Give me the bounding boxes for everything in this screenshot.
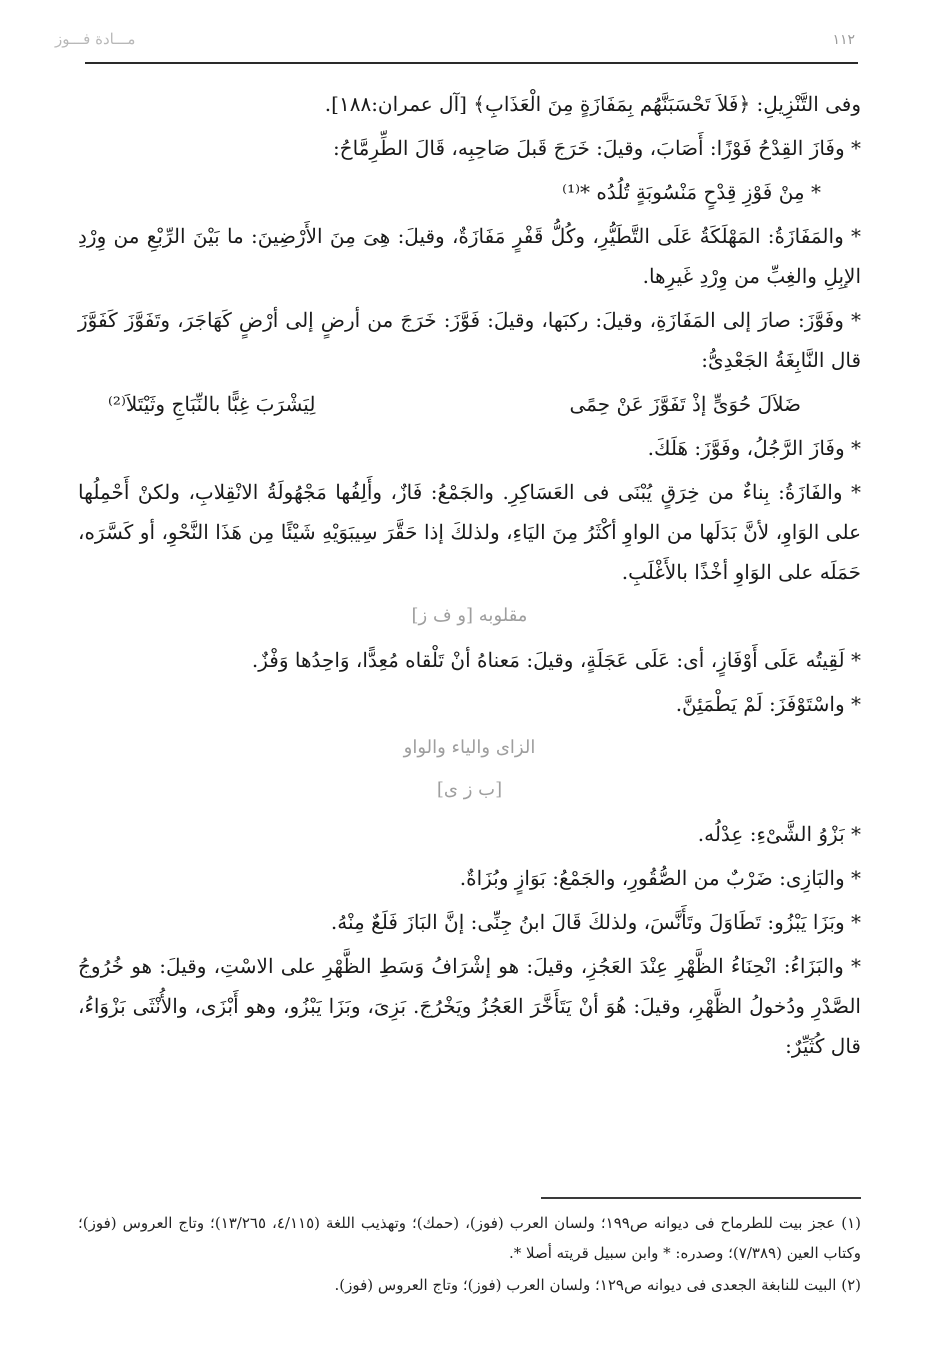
paragraph: * وفَوَّزَ: صارَ إلى المَفَازَةِ، وقيلَ: ركبَها، وقيلَ: فَوَّزَ: خَرَجَ من أرضٍ إلى أرْضٍ كَهَاجَرَ، وتَفَوَّزَ كَفَوَّزَ قال النَّابِغَةُ الجَعْدِىُّ: [78, 308, 861, 372]
verse-second-hemistich: لِيَشْرَبَ غِبًّا بالنِّبَاجِ وثَيْتَلاَ⁽²⁾ [108, 392, 316, 416]
verse-line: * مِنْ فَوْزِ قِدْحٍ مَنْسُوبَةٍ تُلُدُه *⁽¹⁾ [562, 180, 821, 204]
verse-first-hemistich: ضَلاَلَ حُوَىٍّ إذْ تَفَوَّزَ عَنْ حِمًى [569, 392, 801, 416]
running-title: مـــادة فـــوز [55, 30, 136, 48]
paragraph: * والفَازَةُ: بِناءٌ من خِرَقٍ يُبْنَى فى العَسَاكِرِ. والجَمْعُ: فَازٌ، وأَلِفُها مَجْهُولَةُ الانْقِلابِ، ولكنْ أَحْمِلُها على الوَاوِ، لأنَّ بَدَلَها من الواوِ أكْثَرُ مِنَ اليَاءِ، ولذلكَ إذا حَقَّرَ سِيبَوَيْهِ شَيْئًا مِن هَذَا النَّحْوِ، أو كَسَّرَه، حَمَلَه على الوَاوِ أخْذًا بالأَغْلَبِ. [78, 480, 861, 584]
footnotes [78, 1208, 861, 1302]
paragraph: وفى التَّنْزِيلِ: ﴿فَلاَ تَحْسَبَنَّهُم بِمَفَازَةٍ مِنَ الْعَذَابِ﴾ [آل عمران:١٨٨]. [324, 92, 861, 116]
paragraph: * والمَفَازَةُ: المَهْلَكَةُ عَلَى التَّطَيُّرِ، وكُلُّ قَفْرٍ مَفَازَةٌ، وقيلَ: هِىَ مِنَ الأَرْضِينَ: ما بَيْنَ الرِّبْعِ من وِرْدِ الإبِلِ والغِبِّ من وِرْدِ غَيرِها. [78, 224, 861, 288]
chapter-heading: الزاى والياء والواو [403, 737, 536, 758]
paragraph: * لَقِيتُه عَلَى أَوْفَازٍ، أى: عَلَى عَجَلَةٍ، وقيلَ: مَعناهُ أنْ تَلْقاه مُعِدًّا، وَاحِدُها وَفْزٌ. [251, 648, 861, 672]
page-number: ١١٢ [832, 32, 855, 48]
paragraph: * وفَازَ الرَّجُلُ، وفَوَّزَ: هَلَكَ. [647, 436, 861, 460]
paragraph: * والبَزَاءُ: انْحِنَاءُ الظَّهْرِ عِنْدَ العَجُزِ، وقيلَ: هو إشْرَافُ وَسَطِ الظَّهْرِ على الاسْتِ، وقيلَ: هو خُرُوجُ الصَّدْرِ ودُخولُ الظَّهْرِ، وقيلَ: هُوَ أنْ يَتَأَخَّرَ العَجُزُ ويَخْرُجَ. بَزِىَ، وبَزَا يَبْزُو، وهو أَبْزَى، والأُنْثَى بَزْوَاءُ، قال كُثَيِّرٌ: [78, 954, 861, 1058]
paragraph: * واسْتَوْفَزَ: لَمْ يَطْمَئِنَّ. [675, 692, 861, 716]
section-heading: [ب ز ى] [436, 779, 503, 800]
footnote: (٢) البيت للنابغة الجعدى فى ديوانه ص١٢٩؛ ولسان العرب (فوز)؛ وتاج العروس (فوز). [334, 1276, 861, 1294]
paragraph: * وفَازَ القِدْحُ فَوْزًا: أَصَابَ، وقيلَ: خَرَجَ قَبلَ صَاحِبِه، قَالَ الطِّرِمَّاحُ: [332, 136, 861, 160]
footnote-divider [541, 1197, 861, 1199]
page-body [78, 84, 861, 1070]
paragraph: * والبَازِى: ضَرْبٌ من الصُّقُورِ، والجَمْعُ: بَوَازٍ وبُزَاةٌ. [459, 866, 861, 890]
footnote: (١) عجز بيت للطرماح فى ديوانه ص١٩٩؛ ولسان العرب (فوز)، (حمك)؛ وتهذيب اللغة (٤/١١٥، ١٣/٢٦٥)؛ وتاج العروس (فوز)؛ وكتاب العين (٧/٣٨٩)؛ وصدره: * وابن سبيل قريته أصلا *. [78, 1214, 862, 1262]
paragraph: * بَزْوُ الشَّىْءِ: عِدْلُه. [697, 822, 861, 846]
section-heading: مقلوبه [و ف ز] [411, 605, 528, 626]
paragraph: * وبَزَا يَبْزُو: تَطَاوَلَ وتَأَنَّسَ، ولذلكَ قَالَ ابنُ جِنِّى: إنَّ البَازَ فَلَعٌ مِنْهُ. [330, 910, 861, 934]
verse-couplet [78, 384, 861, 424]
header-rule [85, 62, 858, 64]
